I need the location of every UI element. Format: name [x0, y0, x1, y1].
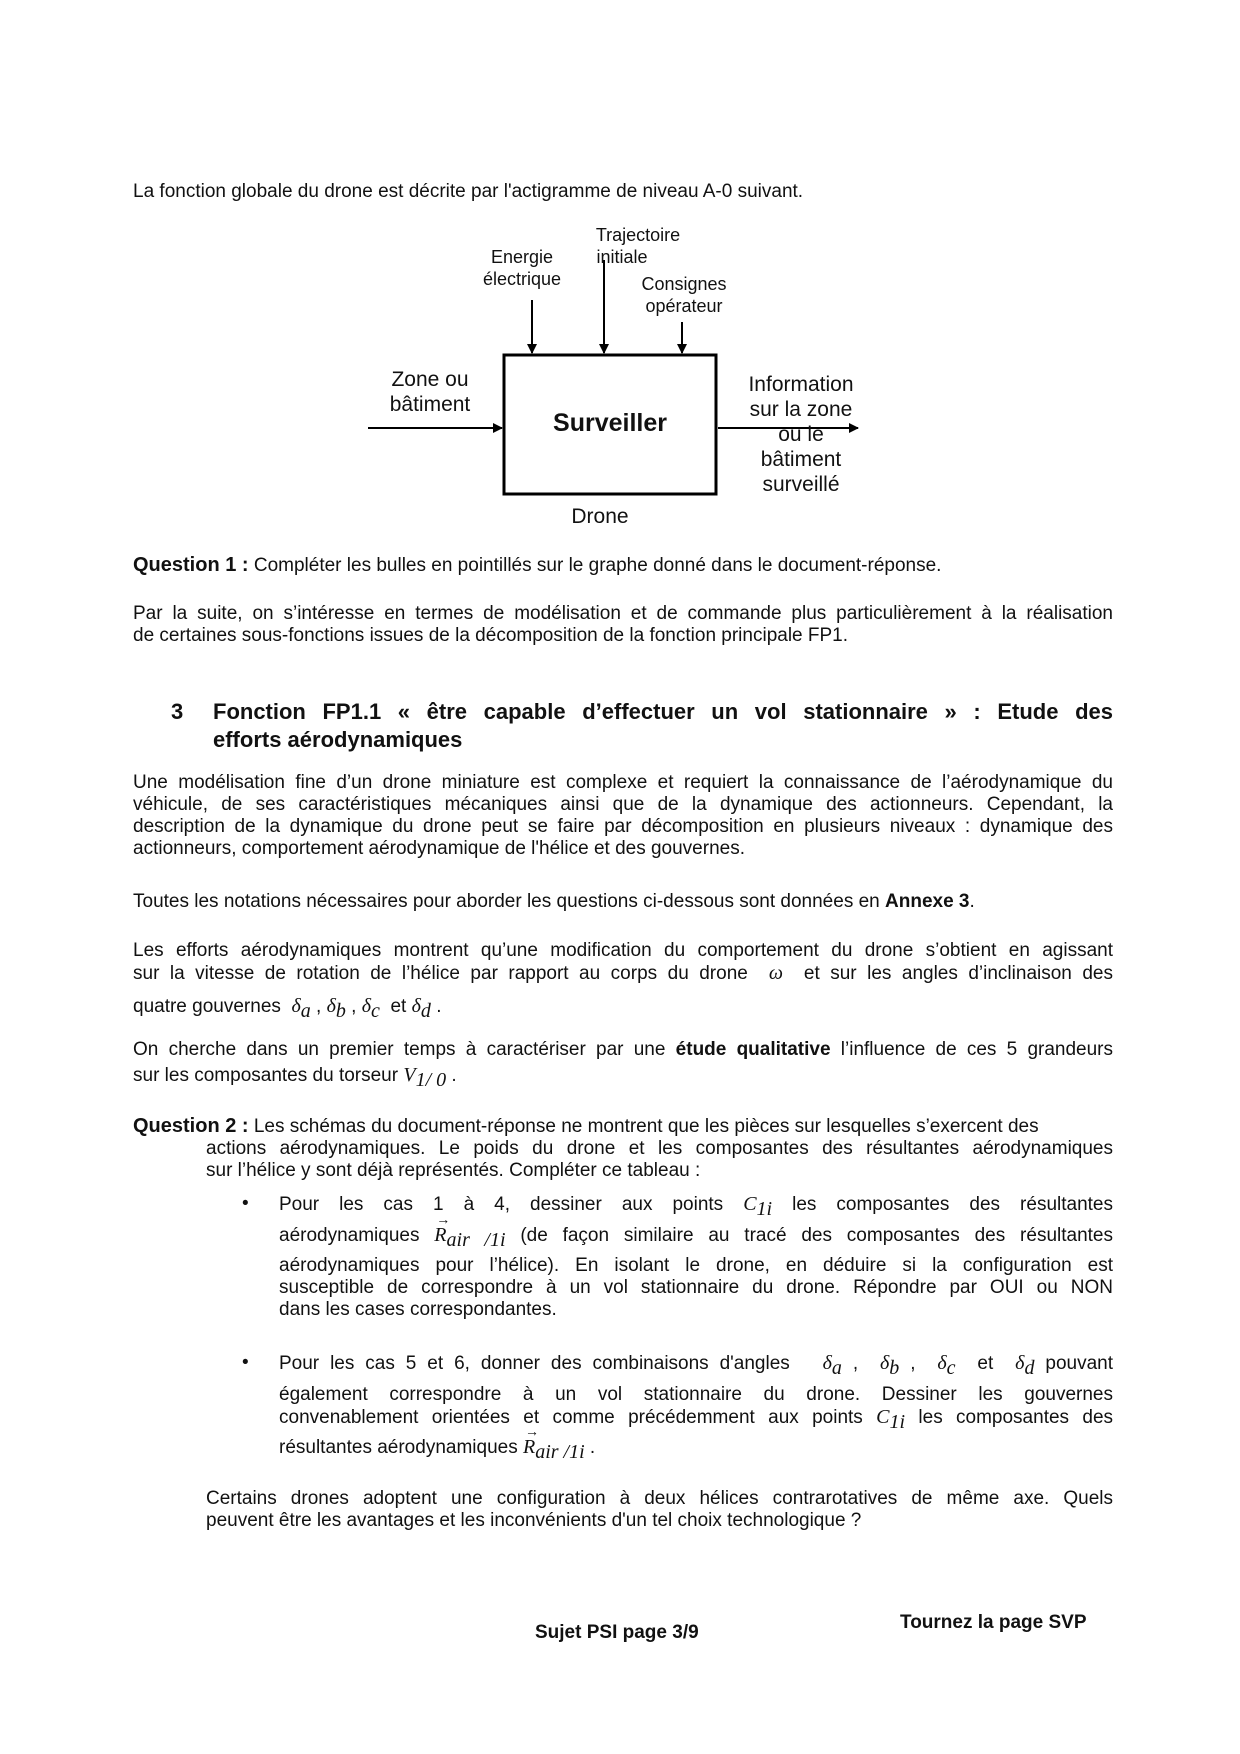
bullet-1-rest: aérodynamiques pour l’hélice). En isolant le drone, en déduire si la configuration est susceptible de correspondre à un vol stationnaire du drone. Répondre par OUI ou NON dans les cases correspondantes. — [279, 1255, 1113, 1320]
energie-label: Energie électrique — [482, 247, 562, 289]
bullet-2-rest: également correspondre à un vol stationnaire du drone. Dessiner les gouvernes convenablement orientées et comme précédemment aux points $C_{1i}$ les composantes des — [279, 1384, 1114, 1433]
bullet-1-symbol: • — [242, 1193, 249, 1214]
paragraph-modelisation: Une modélisation fine d’un drone miniature est complexe et requiert la connaissance de l’aérodynamique du véhicule, de ses caractéristiques mécaniques ainsi que de la dynamique des actionneurs. Cependant, la description de la dynamique du drone peut se faire par décomposition en plusieurs niveaux : dynamique des actionneurs, comportement aérodynamique de l'hélice et des gouvernes. — [133, 772, 1113, 859]
bullet-2-line4: résultantes aérodynamiques → $R_{air /1i}$ . — [279, 1425, 596, 1463]
section-number: 3 — [171, 699, 184, 724]
section-title: Fonction FP1.1 « être capable d’effectuer un vol stationnaire » : Etude des efforts aérodynamiques — [213, 699, 1113, 752]
question-1 — [133, 554, 1113, 577]
question-2-body: actions aérodynamiques. Le poids du drone et les composantes des résultantes aérodynamiques sur l’hélice y sont déjà représentés. Compléter ce tableau : — [206, 1138, 1113, 1181]
zone-label: Zone ou bâtiment — [389, 368, 471, 416]
bullet-2-symbol: • — [242, 1352, 249, 1373]
omega-symbol: ω — [768, 962, 783, 984]
bullet-1: Pour les cas 1 à 4, dessiner aux points $C_{1i}$ les composantes des résultantes — [279, 1193, 1113, 1220]
intro-text: La fonction globale du drone est décrite par l'actigramme de niveau A-0 suivant. — [133, 181, 804, 202]
question-2: Question 2 : Les schémas du document-réponse ne montrent que les pièces sur lesquelles s’exercent des — [133, 1115, 1039, 1137]
trajectoire-label: Trajectoire initiale — [595, 225, 681, 267]
question-1-text: Compléter les bulles en pointillés sur le graphe donné dans le document-réponse. — [248, 555, 942, 576]
footer-page: Sujet PSI page 3/9 — [535, 1622, 699, 1643]
bullet-1-line2: aérodynamiques → $R_{air /1i}$ (de façon similaire au tracé des composantes des résultantes — [279, 1213, 1113, 1251]
paragraph-efforts: Les efforts aérodynamiques montrent qu’une modification du comportement du drone s’obtient en agissant sur la vitesse de rotation de l’hélice par rapport au corps du drone ω et sur les angles d’inclinaison des — [133, 940, 1113, 984]
paragraph-efforts-line3: quatre gouvernes $\delta_a$ , $\delta_b$ , $\delta_c$ et $\delta_d$ . — [133, 995, 442, 1022]
support-label: Drone — [571, 505, 629, 528]
question-1-label: Question 1 : — [133, 554, 249, 576]
paragraph-final: Certains drones adoptent une configuration à deux hélices contrarotatives de même axe. Quels peuvent être les avantages et les inconvénients d'un tel choix technologique ? — [206, 1488, 1113, 1531]
paragraph-etude-line2: sur les composantes du torseur $V_{1/ 0}$ . — [133, 1064, 457, 1091]
footer-turn: Tournez la page SVP — [900, 1612, 1087, 1633]
bullet-2: Pour les cas 5 et 6, donner des combinaisons d'angles $\delta_a$ , $\delta_b$ , $\delta_c$ et $\delta_d$ pouvant — [279, 1352, 1114, 1379]
question-2-label: Question 2 : — [133, 1115, 249, 1137]
paragraph-etude: On cherche dans un premier temps à caractériser par une étude qualitative l’influence de ces 5 grandeurs — [133, 1039, 1114, 1060]
consignes-label: Consignes opérateur — [641, 274, 727, 316]
information-label: Information sur la zone ou le bâtiment surveillé — [748, 373, 854, 496]
function-label: Surveiller — [553, 409, 667, 437]
paragraph-suite: Par la suite, on s’intéresse en termes de modélisation et de commande plus particulièrement à la réalisation de certaines sous-fonctions issues de la décomposition de la fonction principale FP1. — [133, 603, 1113, 646]
paragraph-notations: Toutes les notations nécessaires pour aborder les questions ci-dessous sont données en Annexe 3. — [133, 891, 975, 912]
